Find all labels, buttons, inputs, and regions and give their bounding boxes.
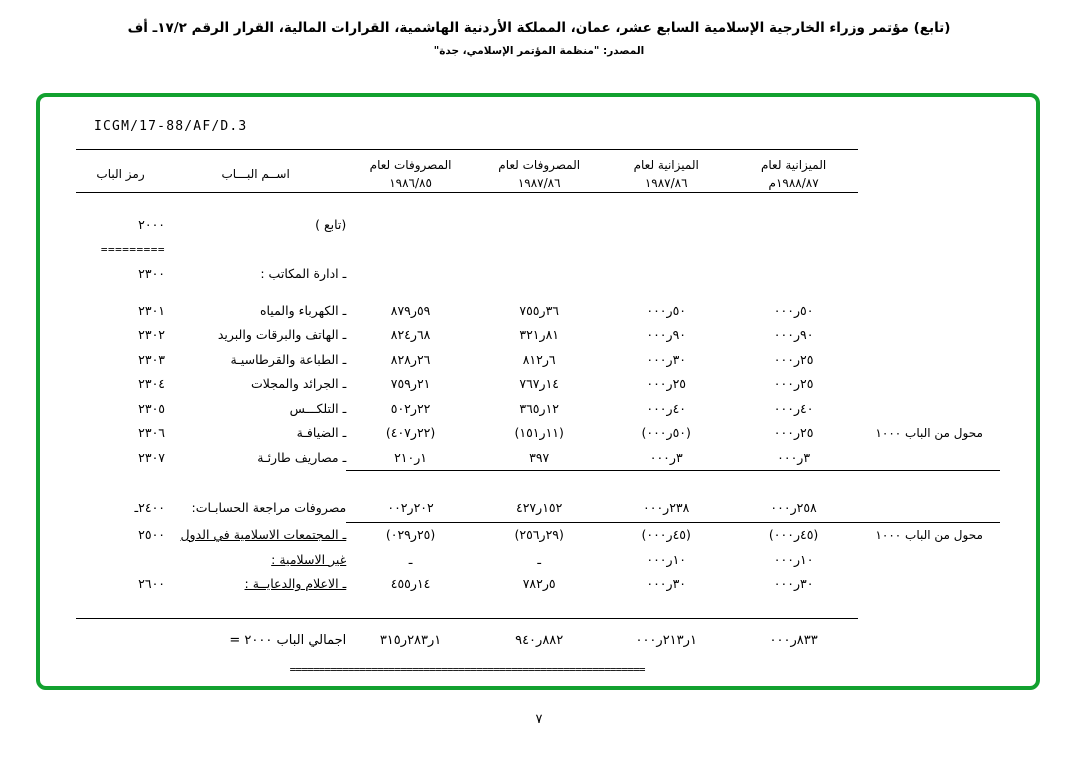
row-name: ـ مصاريف طارئـة — [257, 450, 347, 465]
page-title: (تابع) مؤتمر وزراء الخارجية الإسلامية السابع عشر، عمان، المملكة الأردنية الهاشمية، القرارات المالية، القرار الرقم ١٧/٢ـ أف — [127, 20, 951, 36]
row-expenses-86 — [346, 262, 475, 287]
col-header-budget-88-line1: الميزانية لعام — [760, 158, 827, 172]
col-header-note — [858, 156, 1000, 193]
row-budget-88: ٢٥ر٠٠٠ — [773, 376, 814, 392]
row-code: ٢٣٠٣ — [138, 351, 166, 367]
table-row — [76, 347, 1000, 372]
source-line: المصدر: "منظمة المؤتمر الإسلامي، جدة" — [433, 45, 645, 57]
row-expenses-86: ٢٦ر٨٢٨ — [390, 351, 431, 367]
row-note — [858, 445, 1000, 470]
row-code: ٢٣٠٦ — [138, 425, 166, 441]
row-code — [76, 547, 165, 572]
row-note — [858, 372, 1000, 397]
row-budget-87 — [604, 262, 729, 287]
row-expenses-87: ٣٩٧ — [529, 449, 550, 465]
row-note — [858, 262, 1000, 287]
total-expenses-86: ١ر٢٨٣ر٣١٥ — [379, 632, 442, 648]
row-name: ـ الجرائد والمجلات — [251, 376, 347, 392]
table-row — [76, 445, 1000, 470]
col-header-expenses-86-line1: المصروفات لعام — [369, 158, 452, 172]
row-code: ٢٣٠١ — [138, 302, 166, 318]
row-budget-88: ٥٠ر٠٠٠ — [773, 302, 814, 318]
row-name: ـ الضيافـة — [296, 425, 347, 441]
table-row-subtotal — [76, 495, 1000, 520]
table-row-total — [76, 623, 1000, 657]
row-code: ٢٣٠٠ — [138, 266, 166, 282]
row-budget-87: ٣٠ر٠٠٠ — [646, 576, 687, 592]
row-expenses-86: ٢١ر٧٥٩ — [390, 376, 431, 392]
row-name: ـ الطباعة والقرطاسيـة — [230, 351, 347, 367]
total-budget-87: ١ر٢١٣ر٠٠٠ — [635, 632, 697, 648]
row-note — [858, 298, 1000, 323]
row-expenses-87: ٨١ر٣٢١ — [519, 327, 559, 343]
row-code: ٢٣٠٥ — [138, 400, 166, 416]
table-row — [76, 421, 1000, 446]
row-name: ـ ادارة المكاتب : — [260, 266, 347, 282]
row-note — [858, 572, 1000, 597]
row-name: ـ الاعلام والدعايــة : — [244, 576, 347, 592]
row-note: محول من الباب ١٠٠٠ — [875, 425, 983, 440]
col-header-budget-88 — [729, 156, 858, 193]
row-note — [858, 323, 1000, 348]
row-code: ٢٣٠٤ — [138, 376, 166, 392]
table-row — [76, 262, 1000, 287]
col-header-budget-87-line2: ١٩٨٧/٨٦ — [644, 176, 688, 190]
row-expenses-86: ٢٠٢ر٠٠٢ — [387, 499, 434, 515]
row-expenses-86: ١ر٢١٠ — [394, 449, 428, 465]
row-name: غير الاسلامية : — [271, 551, 347, 567]
table-body — [76, 199, 1000, 682]
col-header-budget-88-line2: ١٩٨٨/٨٧م — [768, 176, 819, 190]
row-code: ٢٠٠٠ — [138, 216, 166, 232]
row-budget-87: ٣ر٠٠٠ — [649, 449, 683, 465]
row-budget-88 — [729, 211, 858, 237]
row-budget-88: ٢٥٨ر٠٠٠ — [770, 499, 817, 515]
document-header — [0, 20, 1078, 57]
table-row — [76, 522, 1000, 547]
row-name: ـ المجتمعات الاسلامية في الدول — [180, 527, 347, 542]
row-budget-87: ٢٥ر٠٠٠ — [646, 376, 687, 392]
row-note — [858, 495, 1000, 520]
table-row — [76, 211, 1000, 237]
row-budget-88: ٣٠ر٠٠٠ — [773, 576, 814, 592]
grand-total-equals-row — [76, 657, 1000, 682]
row-budget-87: ٩٠ر٠٠٠ — [646, 327, 687, 343]
financial-table — [76, 149, 1000, 682]
section-dash-line: ========= — [100, 242, 166, 256]
spacer-row — [76, 199, 1000, 211]
row-budget-88: ٩٠ر٠٠٠ — [773, 327, 814, 343]
row-name: ـ الكهرباء والمياه — [259, 302, 347, 318]
total-budget-88: ٨٣٣ر٠٠٠ — [769, 632, 818, 648]
col-header-budget-87 — [604, 156, 729, 193]
table-row — [76, 547, 1000, 572]
row-expenses-87: ٣٦ر٧٥٥ — [519, 302, 559, 318]
col-header-chapter-name-line1: اســم البـــاب — [221, 167, 290, 181]
table-header-row — [76, 156, 1000, 193]
row-budget-88: ١٠ر٠٠٠ — [773, 551, 814, 567]
row-name: ـ التلكـــس — [289, 400, 347, 416]
row-expenses-87: ١٢ر٣٦٥ — [519, 400, 559, 416]
row-expenses-86: ١٤ر٤٥٥ — [390, 576, 431, 592]
row-budget-88: ٤٠ر٠٠٠ — [773, 400, 814, 416]
row-budget-87: ٣٠ر٠٠٠ — [646, 351, 687, 367]
row-code: ٢٥٠٠ — [138, 527, 166, 542]
row-expenses-86: (٢٢ر٤٠٧) — [385, 425, 436, 441]
row-budget-88: ٣ر٠٠٠ — [777, 449, 811, 465]
row-budget-87: ٤٠ر٠٠٠ — [646, 400, 687, 416]
table-row — [76, 323, 1000, 348]
total-note — [858, 623, 1000, 657]
row-name: (تابع ) — [315, 216, 347, 232]
row-note — [858, 347, 1000, 372]
col-header-chapter-code — [76, 156, 165, 193]
col-header-chapter-code-line1: رمز الباب — [96, 167, 145, 181]
row-expenses-86: (٢٥ر٠٢٩) — [385, 527, 436, 543]
row-expenses-87: (٢٩ر٢٥٦) — [514, 527, 564, 543]
col-header-expenses-87-line2: ١٩٨٧/٨٦ — [517, 176, 561, 190]
page-number: ٧ — [535, 712, 543, 727]
row-expenses-87: ١٥٢ر٤٢٧ — [516, 499, 563, 515]
table-header — [76, 150, 1000, 200]
row-code: ٢٣٠٢ — [138, 327, 166, 343]
col-header-expenses-86 — [346, 156, 475, 193]
col-header-chapter-name — [165, 156, 346, 193]
row-budget-88 — [729, 262, 858, 287]
row-budget-88: ٢٥ر٠٠٠ — [773, 351, 814, 367]
row-note — [858, 396, 1000, 421]
spacer-row — [76, 286, 1000, 298]
row-expenses-86: ٢٢ر٥٠٢ — [390, 400, 431, 416]
spacer-row — [76, 596, 1000, 619]
row-budget-87: (٤٥ر٠٠٠) — [641, 527, 691, 543]
row-expenses-86 — [346, 211, 475, 237]
row-expenses-87 — [475, 211, 604, 237]
row-expenses-86: ٦٨ر٨٢٤ — [390, 327, 431, 343]
row-expenses-86: ـ — [408, 551, 413, 567]
total-expenses-87: ٨٨٢ر٩٤٠ — [515, 632, 564, 648]
col-header-budget-87-line1: الميزانية لعام — [633, 158, 699, 172]
total-equals-line: ============================================================= — [289, 662, 645, 676]
row-expenses-87 — [475, 262, 604, 287]
row-budget-87: (٥٠ر٠٠٠) — [641, 425, 691, 441]
col-header-expenses-87-line1: المصروفات لعام — [498, 158, 581, 172]
row-note — [858, 547, 1000, 572]
subtotal-rule-row — [76, 470, 1000, 495]
row-budget-88: ٢٥ر٠٠٠ — [773, 425, 814, 441]
table-frame — [36, 93, 1040, 690]
row-name: ـ الهاتف والبرقات والبريد — [217, 327, 347, 343]
row-expenses-87: (١١ر١٥١) — [514, 425, 564, 441]
table-row-dashline — [76, 237, 1000, 262]
row-note — [858, 211, 1000, 237]
row-expenses-87: ٦ر٨١٢ — [522, 351, 556, 367]
financial-table-wrapper — [76, 149, 1000, 682]
table-row — [76, 372, 1000, 397]
col-header-expenses-87 — [475, 156, 604, 193]
row-name: مصروفات مراجعة الحسابـات: — [191, 499, 347, 515]
table-row — [76, 396, 1000, 421]
row-code: ٢٤٠٠ـ — [134, 499, 166, 515]
total-label: اجمالي الباب ٢٠٠٠ = — [229, 632, 347, 648]
row-code: ٢٦٠٠ — [138, 576, 166, 592]
row-expenses-86: ٥٩ر٨٧٩ — [390, 302, 431, 318]
row-budget-87: ٢٣٨ر٠٠٠ — [643, 499, 690, 515]
row-expenses-87: ـ — [537, 551, 542, 567]
row-note: محول من الباب ١٠٠٠ — [875, 527, 983, 542]
table-row — [76, 298, 1000, 323]
row-budget-88: (٤٥ر٠٠٠) — [768, 527, 819, 543]
document-reference: ICGM/17-88/AF/D.3 — [94, 119, 248, 134]
row-budget-87: ١٠ر٠٠٠ — [646, 551, 687, 567]
row-budget-87: ٥٠ر٠٠٠ — [646, 302, 687, 318]
row-budget-87 — [604, 211, 729, 237]
col-header-expenses-86-line2: ١٩٨٦/٨٥ — [389, 176, 432, 190]
table-row — [76, 572, 1000, 597]
row-expenses-87: ١٤ر٧٦٧ — [519, 376, 559, 392]
row-code: ٢٣٠٧ — [138, 450, 166, 465]
row-expenses-87: ٥ر٧٨٢ — [522, 576, 556, 592]
